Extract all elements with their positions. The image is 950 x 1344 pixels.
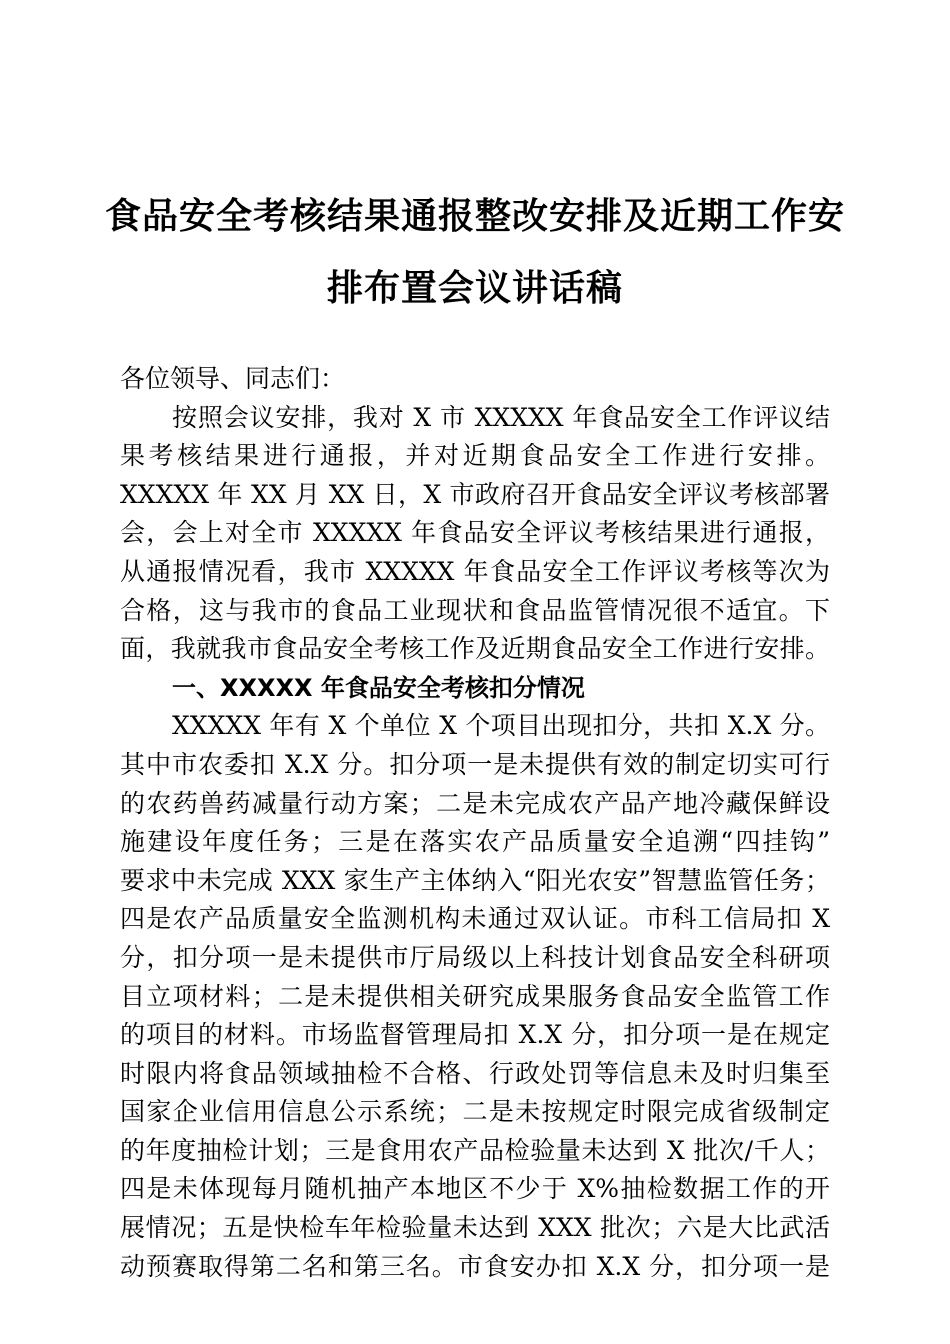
paragraph-line: 国家企业信用信息公示系统；二是未按规定时限完成省级制定 xyxy=(120,1097,830,1127)
paragraph-line: 四是农产品质量安全监测机构未通过双认证。市科工信局扣 X xyxy=(120,904,830,934)
section-heading: 一、XXXXX 年食品安全考核扣分情况 xyxy=(172,673,585,702)
paragraph-line: XXXXX 年 XX 月 XX 日，X 市政府召开食品安全评议考核部署 xyxy=(120,479,830,509)
paragraph-deductions xyxy=(120,707,830,1286)
paragraph-line: XXXXX 年有 X 个单位 X 个项目出现扣分，共扣 X.X 分。 xyxy=(172,711,830,741)
paragraph-line: 要求中未完成 XXX 家生产主体纳入“阳光农安”智慧监管任务； xyxy=(120,865,830,895)
paragraph-line: 会，会上对全市 XXXXX 年食品安全评议考核结果进行通报， xyxy=(120,518,830,548)
salutation: 各位领导、同志们： xyxy=(120,364,346,393)
document-title-line-1: 食品安全考核结果通报整改安排及近期工作安 xyxy=(104,195,845,237)
paragraph-line: 按照会议安排，我对 X 市 XXXXX 年食品安全工作评议结 xyxy=(172,402,830,432)
paragraph-line: 从通报情况看，我市 XXXXX 年食品安全工作评议考核等次为 xyxy=(120,556,830,586)
paragraph-line: 展情况；五是快检车年检验量未达到 XXX 批次；六是大比武活 xyxy=(120,1213,830,1243)
paragraph-line: 四是未体现每月随机抽产本地区不少于 X%抽检数据工作的开 xyxy=(120,1174,830,1204)
document-body xyxy=(120,360,830,1286)
paragraph-line: 其中市农委扣 X.X 分。扣分项一是未提供有效的制定切实可行 xyxy=(120,749,830,779)
paragraph-line: 分，扣分项一是未提供市厅局级以上科技计划食品安全科研项 xyxy=(120,942,830,972)
document-title-line-2: 排布置会议讲话稿 xyxy=(326,267,623,309)
paragraph-line: 的项目的材料。市场监督管理局扣 X.X 分，扣分项一是在规定 xyxy=(120,1020,830,1050)
paragraph-line: 的年度抽检计划；三是食用农产品检验量未达到 X 批次/千人； xyxy=(120,1135,830,1165)
paragraph-line: 时限内将食品领域抽检不合格、行政处罚等信息未及时归集至 xyxy=(120,1058,830,1088)
paragraph-line: 的农药兽药减量行动方案；二是未完成农产品产地冷藏保鲜设 xyxy=(120,788,830,818)
paragraph-intro xyxy=(120,399,830,669)
paragraph-line: 施建设年度任务；三是在落实农产品质量安全追溯“四挂钩” xyxy=(120,827,830,857)
paragraph-line: 合格，这与我市的食品工业现状和食品监管情况很不适宜。下 xyxy=(120,595,830,625)
paragraph-line: 动预赛取得第二名和第三名。市食安办扣 X.X 分，扣分项一是 xyxy=(120,1251,830,1281)
paragraph-line: 目立项材料；二是未提供相关研究成果服务食品安全监管工作 xyxy=(120,981,830,1011)
paragraph-line: 果考核结果进行通报，并对近期食品安全工作进行安排。 xyxy=(120,441,830,471)
paragraph-line: 面，我就我市食品安全考核工作及近期食品安全工作进行安排。 xyxy=(120,634,830,664)
